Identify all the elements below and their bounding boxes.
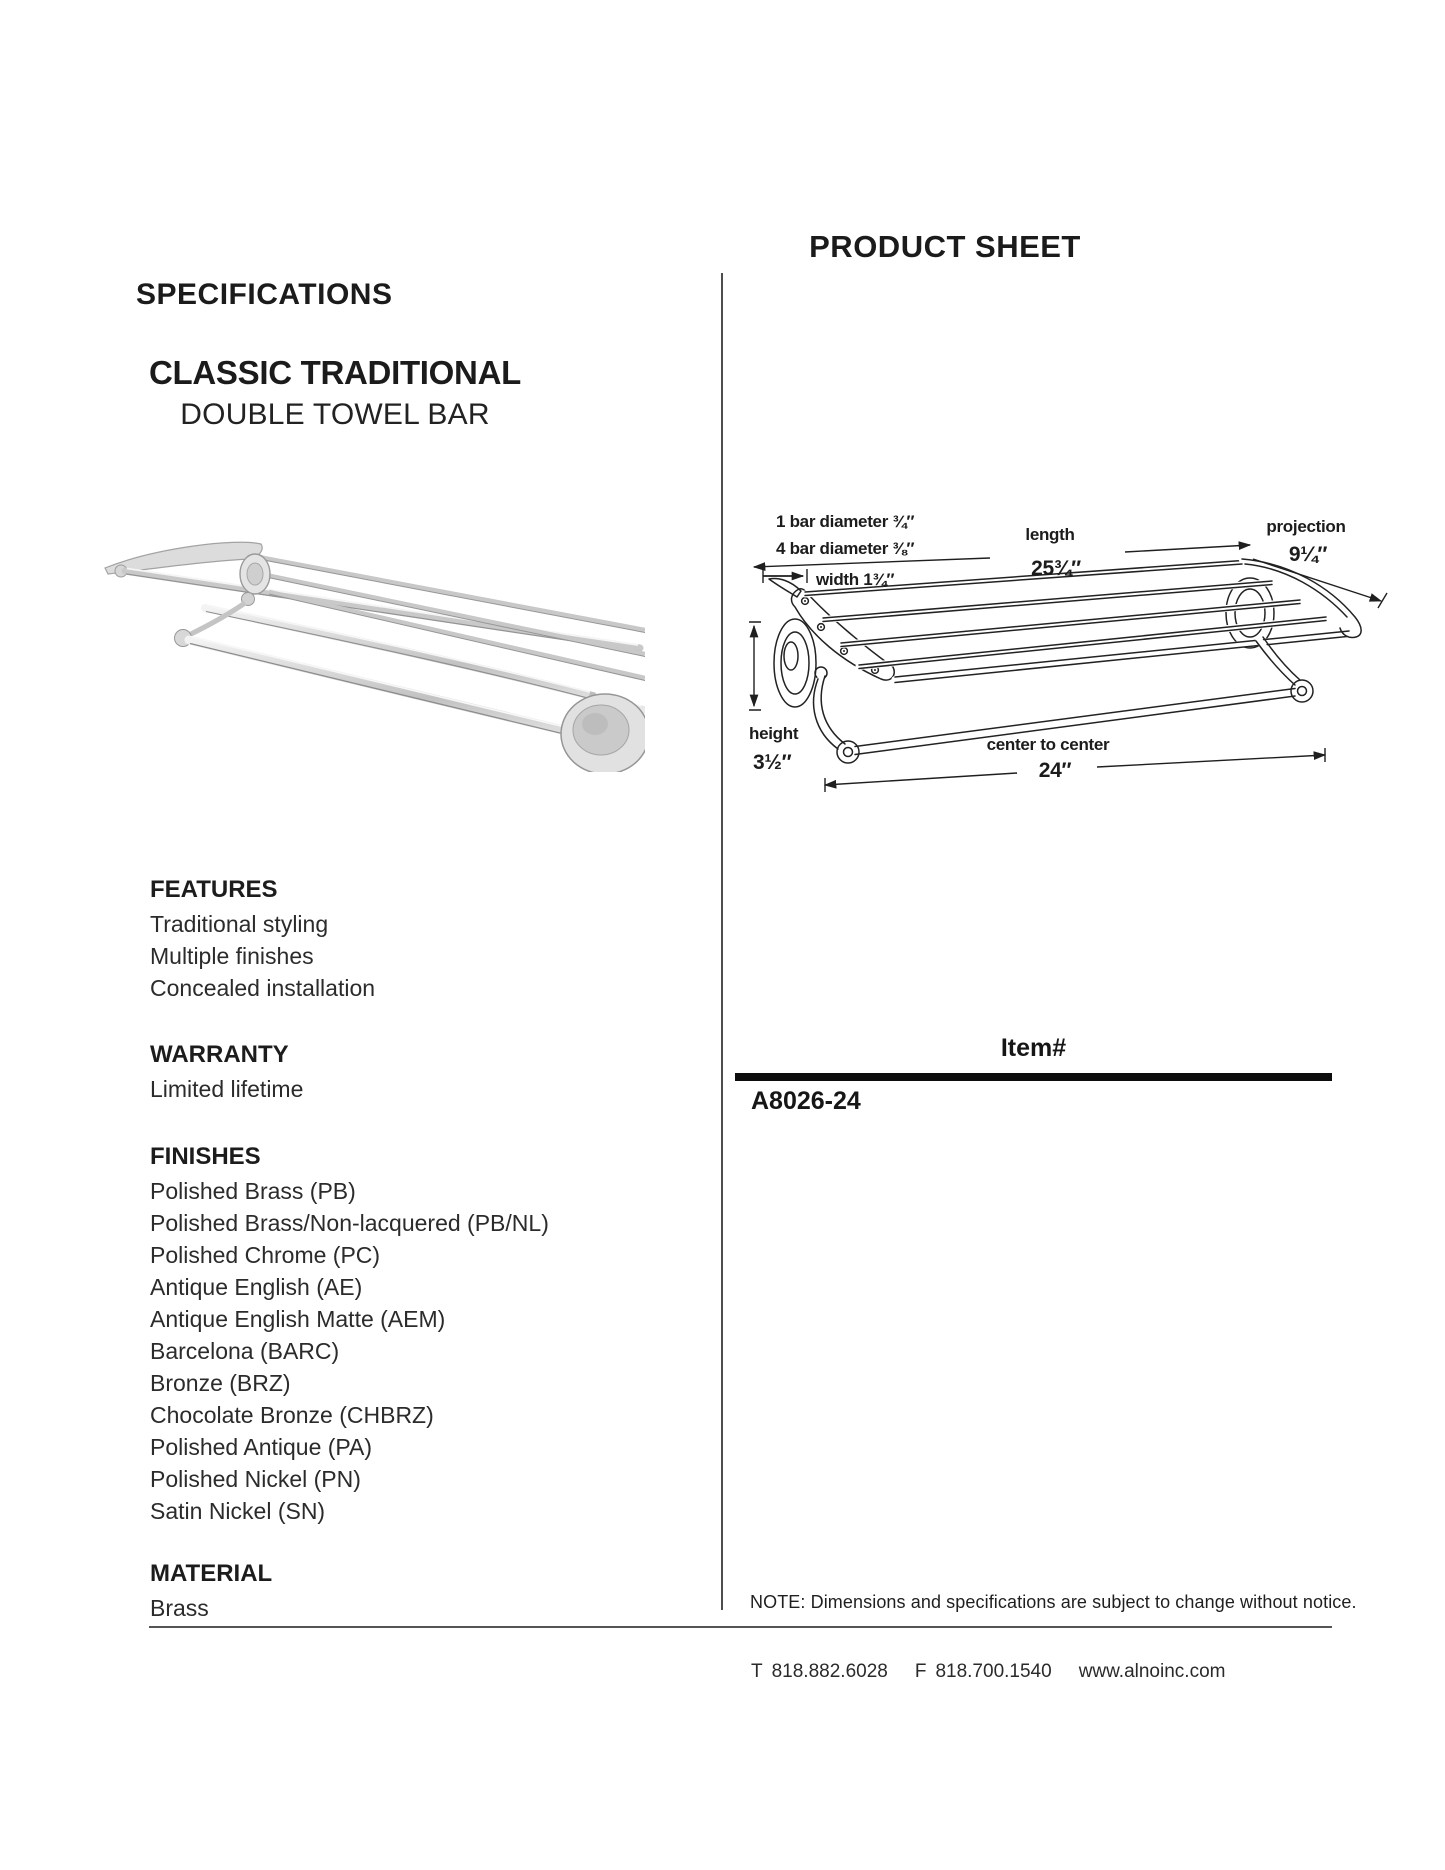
- column-divider: [721, 273, 723, 1610]
- product-title: CLASSIC TRADITIONAL: [149, 354, 521, 391]
- item-table-header: Item#: [1000, 1034, 1067, 1062]
- dim-height-value: 3½″: [753, 751, 792, 774]
- dim-center-to-center-value: 24″: [1038, 759, 1072, 782]
- section-finishes: [150, 1143, 670, 1527]
- section-items: [150, 1073, 670, 1105]
- list-item: Polished Brass (PB): [150, 1178, 356, 1204]
- footer-rule: [149, 1626, 1332, 1628]
- list-item: Concealed installation: [150, 975, 376, 1001]
- list-item: Polished Nickel (PN): [150, 1466, 361, 1492]
- footer-website: www.alnoinc.com: [1078, 1661, 1226, 1682]
- list-item: Polished Chrome (PC): [150, 1242, 381, 1268]
- footer-fax: [915, 1661, 1052, 1683]
- list-item: Polished Antique (PA): [150, 1434, 373, 1460]
- list-item: Chocolate Bronze (CHBRZ): [150, 1402, 434, 1428]
- section-material: [150, 1560, 670, 1624]
- section-items: [150, 1175, 670, 1527]
- list-item: Polished Brass/Non-lacquered (PB/NL): [150, 1210, 549, 1236]
- dim-width-label: width 1¾″: [816, 570, 895, 589]
- fax-label: F: [914, 1661, 927, 1682]
- product-photo: [85, 512, 645, 772]
- footer: [751, 1661, 1225, 1683]
- section-title: MATERIAL: [150, 1560, 273, 1587]
- dim-projection-label: projection: [1266, 517, 1346, 536]
- dim-length-label: length: [1025, 525, 1075, 544]
- list-item: Traditional styling: [150, 911, 329, 937]
- phone-number: 818.882.6028: [771, 1661, 888, 1682]
- product-subtitle: DOUBLE TOWEL BAR: [180, 398, 490, 431]
- dim-length-value: 25¾″: [1031, 557, 1081, 580]
- list-item: Barcelona (BARC): [150, 1338, 340, 1364]
- list-item: Satin Nickel (SN): [150, 1498, 326, 1524]
- list-item: Brass: [150, 1595, 209, 1621]
- list-item: Multiple finishes: [150, 943, 314, 969]
- list-item: Limited lifetime: [150, 1076, 304, 1102]
- section-title: WARRANTY: [150, 1041, 289, 1068]
- dim-center-to-center-label: center to center: [986, 735, 1110, 754]
- section-items: [150, 1592, 670, 1624]
- list-item: Antique English Matte (AEM): [150, 1306, 446, 1332]
- section-items: [150, 908, 670, 1004]
- footer-phone: [751, 1661, 888, 1683]
- note-text: NOTE: Dimensions and specifications are subject to change without notice.: [750, 1592, 1357, 1612]
- section-title: FEATURES: [150, 876, 278, 903]
- item-number: A8026-24: [751, 1087, 861, 1115]
- section-warranty: [150, 1041, 670, 1105]
- product-title-block: [85, 352, 585, 434]
- dim-projection-value: 9¼″: [1288, 543, 1328, 566]
- right-column-header: PRODUCT SHEET: [809, 229, 1081, 264]
- dim-bar-diameter-1: 1 bar diameter ¾″: [776, 512, 915, 531]
- dim-bar-diameter-4: 4 bar diameter ⅜″: [776, 539, 915, 558]
- section-features: [150, 876, 670, 1004]
- list-item: Antique English (AE): [150, 1274, 363, 1300]
- technical-drawing: [745, 505, 1445, 795]
- item-table-rule: [735, 1073, 1332, 1081]
- towel-rack-photo-sketch: [105, 542, 645, 772]
- section-title: FINISHES: [150, 1143, 261, 1170]
- phone-label: T: [751, 1661, 763, 1682]
- list-item: Bronze (BRZ): [150, 1370, 291, 1396]
- dim-height-label: height: [749, 724, 799, 743]
- fax-number: 818.700.1540: [935, 1661, 1052, 1682]
- left-column-header: SPECIFICATIONS: [136, 278, 393, 311]
